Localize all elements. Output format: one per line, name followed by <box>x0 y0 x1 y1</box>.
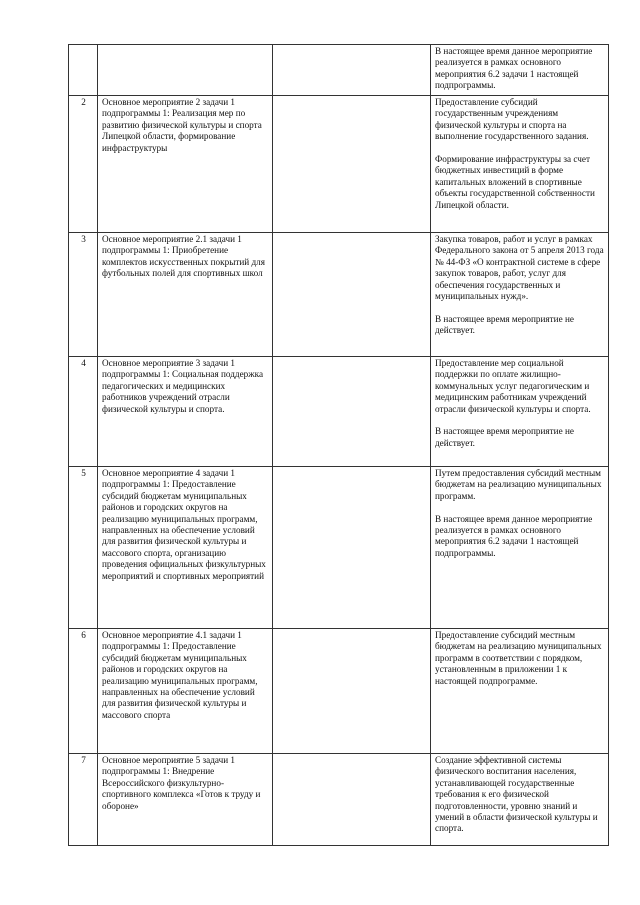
description-paragraph: Предоставление мер социальной поддержки по оплате жилищно-коммунальных услуг педагогическим и медицинским работникам учреждений отрасли физической культуры и спорта. <box>435 358 591 414</box>
measures-table <box>68 44 609 846</box>
row-number: 6 <box>69 629 98 754</box>
measure-note <box>273 754 431 846</box>
measure-name: Основное мероприятие 4 задачи 1 подпрограммы 1: Предоставление субсидий бюджетам муниципальных районов и городских округов на реализацию муниципальных программ, направленных на обеспечение условий для развития физической культуры и массового спорта, организацию проведения официальных физкультурных мероприятий и спортивных мероприятий <box>98 467 273 629</box>
description-paragraph: Путем предоставления субсидий местным бюджетам на реализацию муниципальных программ. <box>435 468 602 501</box>
measure-description <box>431 96 609 233</box>
table-row <box>69 96 609 233</box>
measure-note <box>273 357 431 467</box>
description-paragraph: Создание эффективной системы физического воспитания населения, устанавливающей государственные требования к его физической подготовленности, уровню знаний и умений в области физической культуры и спорта. <box>435 755 598 834</box>
measure-description <box>431 233 609 357</box>
table-row <box>69 754 609 846</box>
row-number <box>69 45 98 96</box>
row-number: 7 <box>69 754 98 846</box>
measures-table-body <box>69 45 609 846</box>
description-paragraph: В настоящее время данное мероприятие реализуется в рамках основного мероприятия 6.2 задачи 1 настоящей подпрограммы. <box>435 46 593 91</box>
table-row <box>69 467 609 629</box>
description-paragraph: Закупка товаров, работ и услуг в рамках Федерального закона от 5 апреля 2013 года № 44-ФЗ «О контрактной системе в сфере закупок товаров, работ, услуг для обеспечения государственных и муниципальных нужд». <box>435 234 604 302</box>
table-row <box>69 45 609 96</box>
measure-description <box>431 754 609 846</box>
table-row <box>69 357 609 467</box>
row-number: 2 <box>69 96 98 233</box>
description-paragraph: В настоящее время данное мероприятие реализуется в рамках основного мероприятия 6.2 задачи 1 настоящей подпрограммы. <box>435 513 593 558</box>
measure-description <box>431 45 609 96</box>
measure-note <box>273 96 431 233</box>
measure-description <box>431 629 609 754</box>
measure-name: Основное мероприятие 2 задачи 1 подпрограммы 1: Реализация мер по развитию физической культуры и спорта Липецкой области, формирование инфраструктуры <box>98 96 273 233</box>
row-number: 4 <box>69 357 98 467</box>
measure-description <box>431 467 609 629</box>
description-paragraph: Предоставление субсидий местным бюджетам на реализацию муниципальных программ в соответствии с порядком, установленным в приложении 1 к настоящей подпрограмме. <box>435 630 602 686</box>
description-paragraph: Формирование инфраструктуры за счет бюджетных инвестиций в форме капитальных вложений в спортивные объекты государственной собственности Липецкой области. <box>435 154 595 210</box>
measure-name: Основное мероприятие 4.1 задачи 1 подпрограммы 1: Предоставление субсидий бюджетам муниципальных районов и городских округов на реализацию муниципальных программ, направленных на обеспечение условий для развития физической культуры и массового спорта <box>98 629 273 754</box>
description-paragraph: В настоящее время мероприятие не действует. <box>435 313 574 336</box>
measure-note <box>273 233 431 357</box>
measure-name: Основное мероприятие 5 задачи 1 подпрограммы 1: Внедрение Всероссийского физкультурно-спортивного комплекса «Готов к труду и обороне» <box>98 754 273 846</box>
measure-note <box>273 629 431 754</box>
description-paragraph: В настоящее время мероприятие не действует. <box>435 426 574 448</box>
measure-name <box>98 45 273 96</box>
table-row <box>69 629 609 754</box>
measure-note <box>273 45 431 96</box>
description-paragraph: Предоставление субсидий государственным учреждениям физической культуры и спорта на выполнение государственного задания. <box>435 97 589 142</box>
measure-name: Основное мероприятие 3 задачи 1 подпрограммы 1: Социальная поддержка педагогических и медицинских работников учреждений отрасли физической культуры и спорта. <box>98 357 273 467</box>
row-number: 5 <box>69 467 98 629</box>
measure-note <box>273 467 431 629</box>
table-row <box>69 233 609 357</box>
measure-name: Основное мероприятие 2.1 задачи 1 подпрограммы 1: Приобретение комплектов искусственных покрытий для футбольных полей для спортивных школ <box>98 233 273 357</box>
row-number: 3 <box>69 233 98 357</box>
measure-description <box>431 357 609 467</box>
